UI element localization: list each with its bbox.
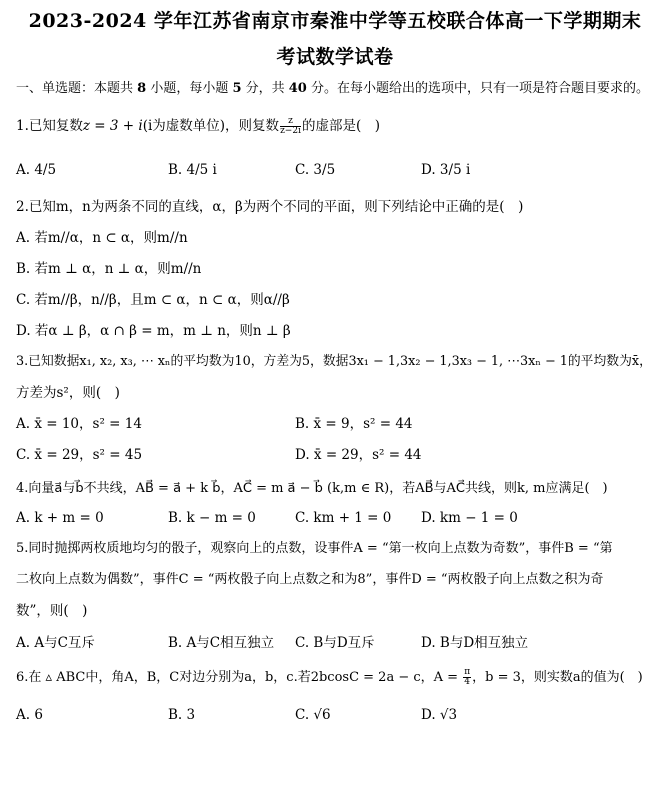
document-title-line1: 2023-2024 学年江苏省南京市秦淮中学等五校联合体高一下学期期末 [28,10,642,32]
question-4-option-d: D. km − 1 = 0 [421,510,518,526]
fraction: $\frac{\pi}{4}$ [464,667,471,687]
question-3-option-d: D. x̄ = 29，s² = 44 [295,447,422,463]
question-2-option-d: D. 若α ⊥ β，α ∩ β = m，m ⊥ n，则n ⊥ β [16,323,291,339]
question-1-option-c: C. 3/5 [295,162,336,178]
question-5-option-c: C. B与D互斥 [295,635,375,651]
question-3-option-a: A. x̄ = 10，s² = 14 [16,416,142,432]
question-3-stem-line2: 方差为s²，则( ) [16,385,120,401]
question-4-option-c: C. km + 1 = 0 [295,510,392,526]
question-6-option-b: B. 3 [168,707,196,723]
question-5-stem-line2: 二枚向上点数为偶数”，事件C = “两枚骰子向上点数之和为8”，事件D = “两枚骰子向上点数之积为奇 [16,572,604,587]
section-header: 一、单选题：本题共 8 小题，每小题 5 分，共 40 分。在每小题给出的选项中，只有一项是符合题目要求的。 [16,81,649,96]
question-5-option-a: A. A与C互斥 [16,635,95,651]
fraction: $\frac{z}{z-2i}$ [280,116,301,136]
question-1-option-a: A. 4/5 [16,162,57,178]
question-3-option-b: B. x̄ = 9，s² = 44 [295,416,413,432]
question-6-option-d: D. √3 [421,707,458,723]
question-5-option-b: B. A与C相互独立 [168,635,275,651]
question-4-option-b: B. k − m = 0 [168,510,256,526]
question-2-option-b: B. 若m ⊥ α，n ⊥ α，则m//n [16,261,202,277]
question-1-option-b: B. 4/5 i [168,162,217,178]
question-5-stem-line1: 5.同时抛掷两枚质地均匀的骰子，观察向上的点数，设事件A = “第一枚向上点数为奇数”，事件B = “第 [16,541,613,556]
question-4-stem: 4.向量a⃗与b⃗不共线，AB⃗ = a⃗ + k b⃗，AC⃗ = m a⃗ − b⃗ (k,m ∈ R)，若AB⃗与AC⃗共线，则k, m应满足( ) [16,481,608,496]
question-3-stem-line1: 3.已知数据x₁, x₂, x₃, ⋯ xₙ的平均数为10，方差为5，数据3x₁ − 1,3x₂ − 1,3x₃ − 1, ⋯3xₙ − 1的平均数为x̄， [16,354,652,369]
question-1-stem: 1.已知复数z = 3 + i(i为虚数单位)，则复数 $\frac{z}{z-2i}$ 的虚部是( ) [16,116,380,136]
question-4-option-a: A. k + m = 0 [16,510,104,526]
question-5-option-d: D. B与D相互独立 [421,635,529,651]
question-2-option-a: A. 若m//α，n ⊂ α，则m//n [16,230,188,246]
question-5-stem-line3: 数”，则( ) [16,603,88,619]
question-2-stem: 2.已知m，n为两条不同的直线，α，β为两个不同的平面，则下列结论中正确的是( ) [16,199,524,215]
question-6-option-a: A. 6 [16,707,43,723]
question-1-option-d: D. 3/5 i [421,162,471,178]
question-6-option-c: C. √6 [295,707,331,723]
question-2-option-c: C. 若m//β，n//β，且m ⊂ α，n ⊂ α，则α//β [16,292,290,308]
question-6-stem: 6.在 ▵ ABC中，角A，B，C对边分别为a，b，c.若2bcosC = 2a − c，A = $\frac{\pi}{4}$ ，b = 3，则实数a的值为( ) [16,667,643,687]
question-3-option-c: C. x̄ = 29，s² = 45 [16,447,143,463]
document-title-line2: 考试数学试卷 [276,46,394,68]
